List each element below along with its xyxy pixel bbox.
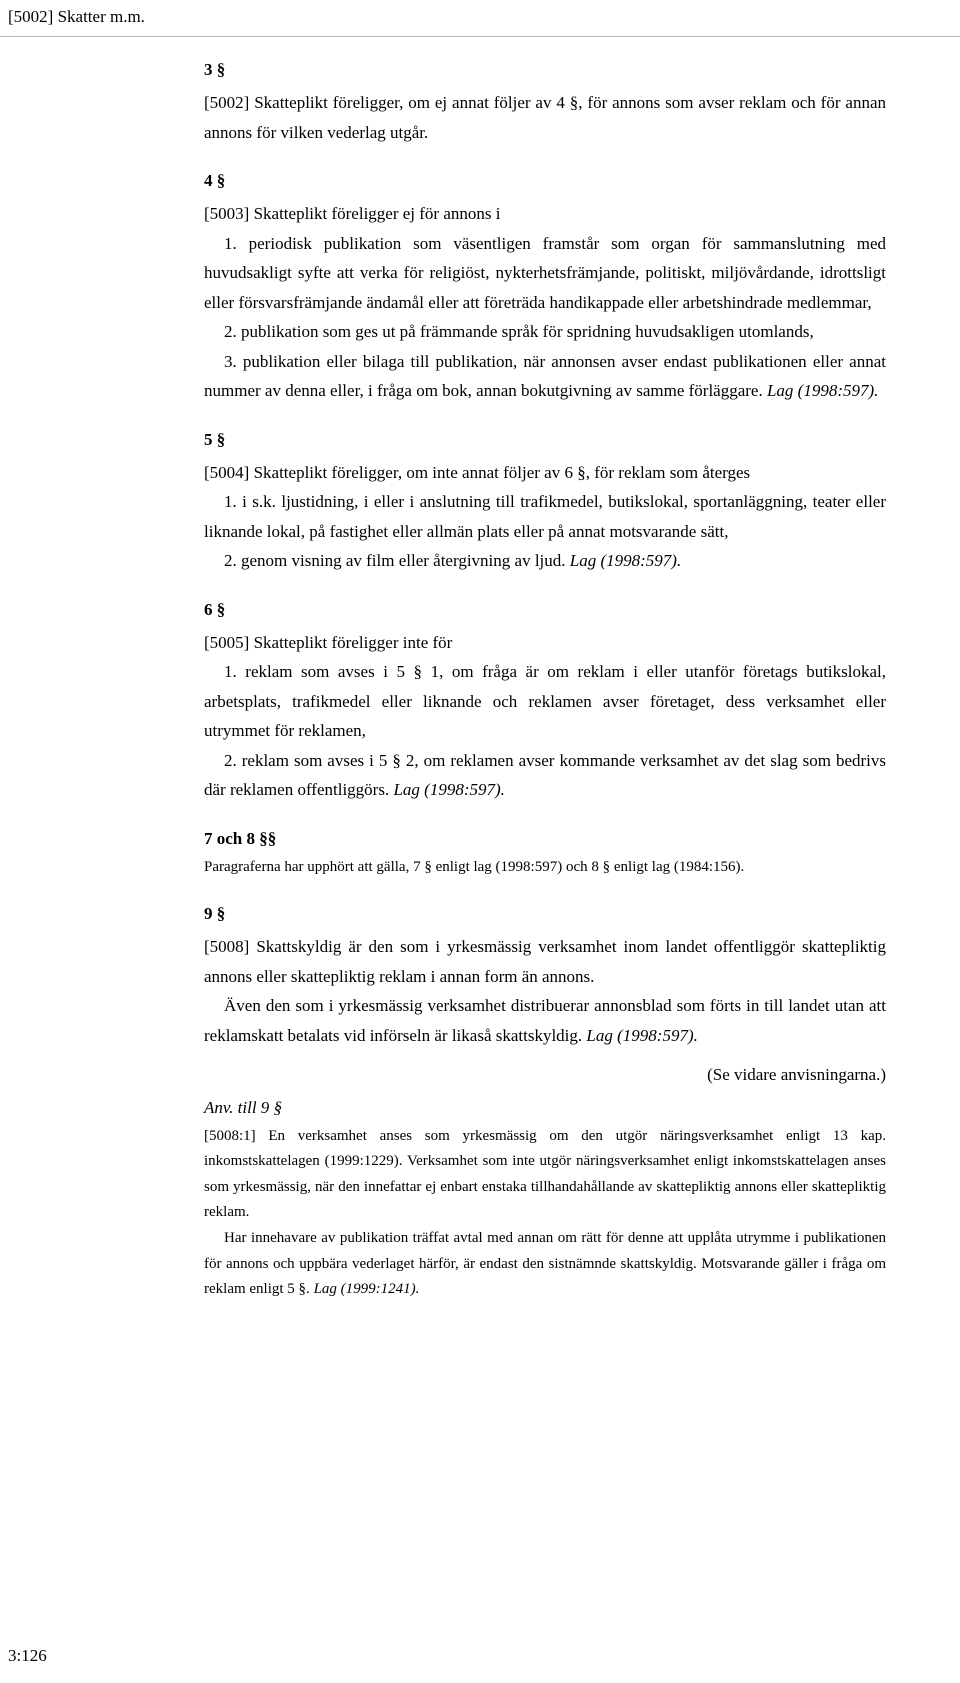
section-7-8-text: Paragraferna har upphört att gälla, 7 § enligt lag (1998:597) och 8 § enligt lag (1984:156).	[204, 858, 745, 875]
section-5-heading: 5 §	[204, 429, 226, 449]
header-title: [5002] Skatter m.m.	[8, 7, 145, 26]
section-6-heading: 6 §	[204, 599, 226, 619]
section-4-law-reference: Lag (1998:597).	[766, 381, 879, 400]
section-5	[204, 428, 886, 576]
section-4-heading: 4 §	[204, 171, 226, 190]
section-4-intro: [5003] Skatteplikt föreligger ej för annons i	[204, 204, 501, 223]
section-5-item-1: 1. i s.k. ljustidning, i eller i anslutning till trafikmedel, butikslokal, sportanläggning, teater eller liknande lokal, på fastighet eller allmän plats eller på annat motsvarande sätt,	[204, 492, 886, 541]
section-3-heading: 3 §	[204, 60, 226, 79]
page-header	[0, 0, 960, 37]
section-9	[204, 902, 886, 1090]
section-7-8	[204, 827, 886, 881]
section-6-law-reference: Lag (1998:597).	[393, 780, 505, 799]
section-6	[204, 598, 886, 805]
document-body	[204, 58, 886, 1303]
see-instructions-note: (Se vidare anvisningarna.)	[707, 1065, 886, 1085]
instructions-paragraph-1: [5008:1] En verksamhet anses som yrkesmässig om den utgör näringsverksamhet enligt 13 kap. inkomstskattelagen (1999:1229). Verksamhet som inte utgör näringsverksamhet enligt inkomstskattelagen anses som yrkesmässig, när den innefattar ej enbart enstaka tillhandahållande av skattepliktig annons eller skattepliktig reklam.	[204, 1127, 886, 1221]
section-4-item-2: 2. publikation som ges ut på främmande språk för spridning huvudsakligen utomlands,	[224, 322, 814, 341]
page-number: 3:126	[8, 1646, 47, 1665]
section-4	[204, 169, 886, 406]
instructions-heading: Anv. till 9 §	[204, 1097, 283, 1117]
section-4-item-3	[204, 347, 886, 406]
section-7-8-heading: 7 och 8 §§	[204, 828, 277, 848]
section-6-item-2-text: 2. reklam som avses i 5 § 2, om reklamen avser kommande verksamhet av det slag som bedrivs där reklamen offentliggörs.	[204, 750, 886, 799]
section-5-intro: [5004] Skatteplikt föreligger, om inte annat följer av 6 §, för reklam som återges	[204, 462, 751, 482]
instructions-law-reference: Lag (1999:1241).	[313, 1281, 420, 1298]
section-4-item-1: 1. periodisk publikation som väsentligen framstår som organ för sammanslutning med huvudsakligt syfte att verka för religiöst, nykterhetsfrämjande, politiskt, miljövårdande, idrottsligt eller försvarsfrämjande ändamål eller att företräda handikappade eller arbetshindrade medlemmar,	[204, 233, 886, 312]
section-9-law-reference: Lag (1998:597).	[586, 1025, 698, 1045]
section-5-law-reference: Lag (1998:597).	[569, 551, 682, 570]
section-4-item-3-text: 3. publikation eller bilaga till publikation, när annonsen avser endast publikationen eller annat nummer av denna eller, i fråga om bok, annan bokutgivning av samme förläggare.	[204, 351, 886, 400]
section-6-item-2	[204, 746, 886, 805]
section-5-item-2-text: 2. genom visning av film eller återgivning av ljud.	[224, 551, 566, 570]
instructions-paragraph-2-text: Har innehavare av publikation träffat avtal med annan om rätt för denne att upplåta utrymme i publikationen för annons och uppbära vederlaget härför, är endast den sistnämnde skattskyldig. Motsvarande gäller i fråga om reklam enligt 5 §.	[204, 1229, 886, 1298]
instructions-section-9	[204, 1096, 886, 1303]
section-6-item-1: 1. reklam som avses i 5 § 1, om fråga är om reklam i eller utanför företags butikslokal, arbetsplats, trafikmedel eller liknande och reklamen avser företaget, dess verksamhet eller utrymmet för reklamen,	[204, 662, 886, 740]
section-9-paragraph-2-text: Även den som i yrkesmässig verksamhet distribuerar annonsblad som förts in till landet utan att reklamskatt betalats vid införseln är likaså skattskyldig.	[204, 996, 886, 1045]
section-3-text: [5002] Skatteplikt föreligger, om ej annat följer av 4 §, för annons som avser reklam och för annan annons för vilken vederlag utgår.	[204, 93, 886, 142]
section-3	[204, 58, 886, 147]
section-9-paragraph-1: [5008] Skattskyldig är den som i yrkesmässig verksamhet inom landet offentliggör skattepliktig annons eller skattepliktig reklam i annan form än annons.	[204, 937, 886, 986]
section-6-intro: [5005] Skatteplikt föreligger inte för	[204, 632, 453, 652]
section-9-paragraph-2	[204, 991, 886, 1050]
section-9-heading: 9 §	[204, 904, 226, 924]
section-5-item-2	[204, 546, 886, 576]
instructions-paragraph-2	[204, 1226, 886, 1303]
